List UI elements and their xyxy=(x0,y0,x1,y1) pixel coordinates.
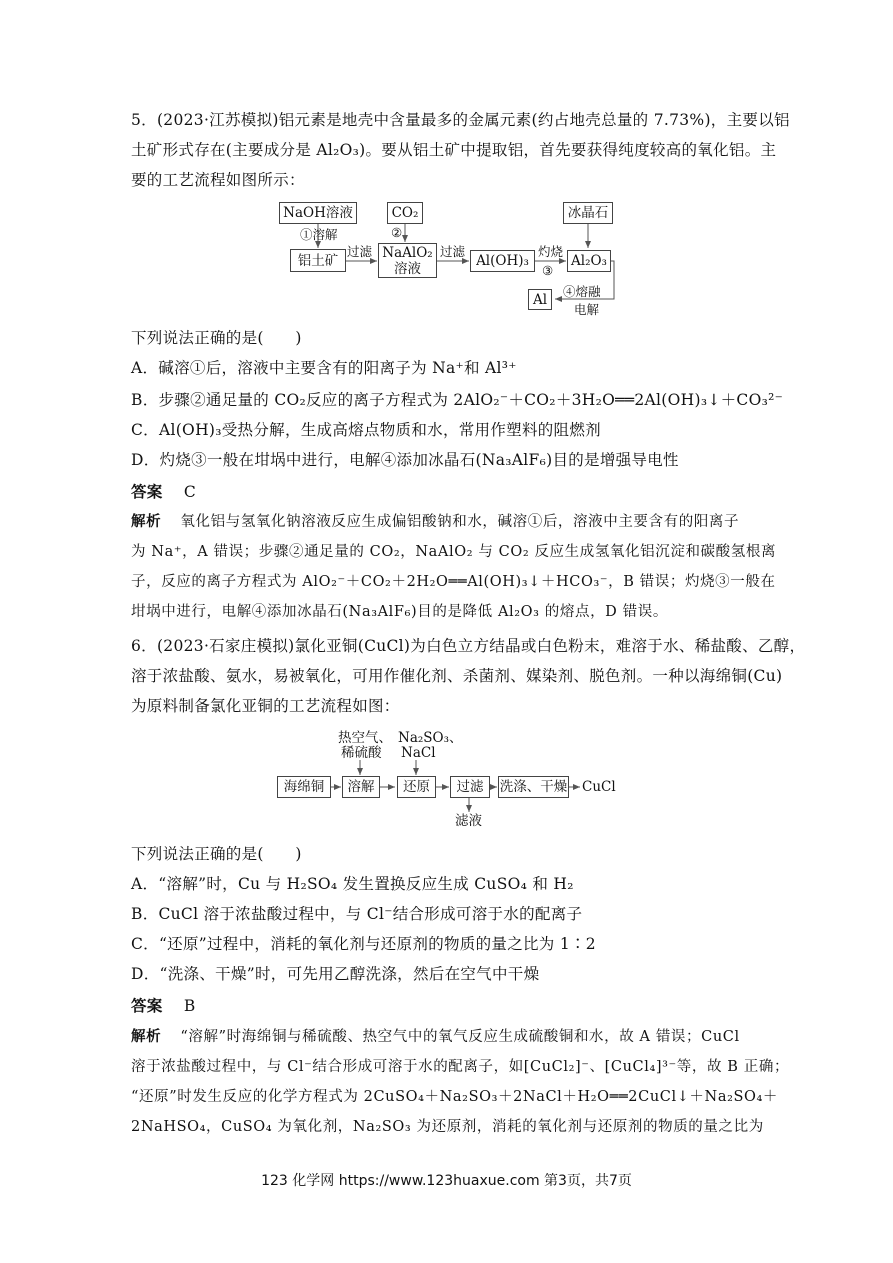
al2o3-box: Al₂O₃ xyxy=(567,250,611,272)
q6-intro-line-1: 6．(2023·石家庄模拟)氯化亚铜(CuCl)为白色立方结晶或白色粉末，难溶于水、稀盐酸、乙醇， xyxy=(131,637,806,655)
cryolite-box: 冰晶石 xyxy=(563,202,613,224)
q6-analysis-label: 解析 xyxy=(131,1028,162,1045)
aloh3-box: Al(OH)₃ xyxy=(470,250,535,272)
reagent2-line-1: Na₂SO₃、 xyxy=(398,730,463,746)
q5-option-d: D．灼烧③一般在坩埚中进行，电解④添加冰晶石(Na₃AlF₆)目的是增强导电性 xyxy=(131,451,679,469)
step1-label: ①溶解 xyxy=(300,227,338,242)
dissolve-box: 溶解 xyxy=(342,776,380,798)
q5-analysis-text-1: 氧化铝与氢氧化钠溶液反应生成偏铝酸钠和水，碱溶①后，溶液中主要含有的阳离子 xyxy=(180,514,740,530)
filter2-label: 过滤 xyxy=(440,244,466,259)
q5-option-c: C．Al(OH)₃受热分解，生成高熔点物质和水，常用作塑料的阻燃剂 xyxy=(131,421,601,439)
filter-box: 过滤 xyxy=(450,776,490,798)
q5-intro-line-1: 5．(2023·江苏模拟)铝元素是地壳中含量最多的金属元素(约占地壳总量的 7.73%)，主要以铝 xyxy=(131,111,790,129)
calcine-label: 灼烧 xyxy=(538,244,564,259)
q5-analysis-line-4: 坩埚中进行，电解④添加冰晶石(Na₃AlF₆)目的是降低 Al₂O₃ 的熔点，D 错误。 xyxy=(131,604,668,620)
q6-option-d: D．“洗涤、干燥”时，可先用乙醇洗涤，然后在空气中干燥 xyxy=(131,965,540,983)
page-footer: 123 化学网 https://www.123huaxue.com 第3页，共7页 xyxy=(261,1173,632,1189)
q6-answer-label: 答案 xyxy=(131,996,163,1015)
q5-answer-value: C xyxy=(183,483,197,501)
q6-option-a: A．“溶解”时，Cu 与 H₂SO₄ 发生置换反应生成 CuSO₄ 和 H₂ xyxy=(131,875,574,893)
naalo2-label: NaAlO₂ xyxy=(382,244,433,261)
q5-analysis-label: 解析 xyxy=(131,513,162,530)
sponge-copper-box: 海绵铜 xyxy=(277,776,331,798)
q5-stem: 下列说法正确的是( ) xyxy=(131,329,302,347)
filter1-label: 过滤 xyxy=(347,244,373,259)
q6-analysis-line-2: 溶于浓盐酸过程中，与 Cl⁻结合形成可溶于水的配离子，如[CuCl₂]⁻、[CuCl₄]³⁻等，故 B 正确； xyxy=(131,1059,790,1075)
q6-intro-line-3: 为原料制备氯化亚铜的工艺流程如图： xyxy=(131,697,400,715)
al-box: Al xyxy=(528,289,552,310)
naoh-solution-box: NaOH溶液 xyxy=(279,202,357,224)
step2-label: ② xyxy=(391,225,403,240)
q6-analysis-line-3: “还原”时发生反应的化学方程式为 2CuSO₄＋Na₂SO₃＋2NaCl＋H₂O══2CuCl↓＋Na₂SO₄＋ xyxy=(131,1089,779,1105)
q5-analysis-line-2: 为 Na⁺，A 错误；步骤②通足量的 CO₂，NaAlO₂ 与 CO₂ 反应生成氢氧化铝沉淀和碳酸氢根离 xyxy=(131,544,777,560)
cucl-product-label: CuCl xyxy=(582,779,616,795)
q6-analysis-text-1: “溶解”时海绵铜与稀硫酸、热空气中的氧气反应生成硫酸铜和水，故 A 错误；CuCl xyxy=(180,1029,740,1045)
q6-answer-row xyxy=(131,996,196,1016)
step3-label: ③ xyxy=(542,263,554,278)
q6-option-c: C．“还原”过程中，消耗的氧化剂与还原剂的物质的量之比为 1∶2 xyxy=(131,935,596,953)
q6-answer-value: B xyxy=(183,997,196,1015)
melt-label: ④熔融 xyxy=(563,284,601,299)
reagent2-line-2: NaCl xyxy=(401,745,436,761)
q5-analysis-line-3: 子，反应的离子方程式为 AlO₂⁻＋CO₂＋2H₂O══Al(OH)₃↓＋HCO₃⁻，B 错误；灼烧③一般在 xyxy=(131,574,776,590)
reagent1-line-1: 热空气、 xyxy=(338,730,392,746)
q5-option-a: A．碱溶①后，溶液中主要含有的阳离子为 Na⁺和 Al³⁺ xyxy=(131,359,517,377)
co2-box: CO₂ xyxy=(387,202,423,224)
q6-analysis-line-1 xyxy=(131,1027,740,1047)
q6-option-b: B．CuCl 溶于浓盐酸过程中，与 Cl⁻结合形成可溶于水的配离子 xyxy=(131,905,583,923)
electrolysis-label: 电解 xyxy=(574,302,600,317)
reagent1-line-2: 稀硫酸 xyxy=(341,745,382,761)
q5-answer-label: 答案 xyxy=(131,482,163,501)
q6-intro-line-2: 溶于浓盐酸、氨水，易被氧化，可用作催化剂、杀菌剂、媒染剂、脱色剂。一种以海绵铜(Cu) xyxy=(131,667,783,685)
filtrate-label: 滤液 xyxy=(455,813,482,829)
q6-stem: 下列说法正确的是( ) xyxy=(131,845,302,863)
q5-option-b: B．步骤②通足量的 CO₂反应的离子方程式为 2AlO₂⁻＋CO₂＋3H₂O══2Al(OH)₃↓＋CO₃²⁻ xyxy=(131,391,784,409)
q5-intro-line-3: 要的工艺流程如图所示： xyxy=(131,171,305,189)
bauxite-box: 铝土矿 xyxy=(290,249,346,272)
naalo2-solution-label: 溶液 xyxy=(394,260,421,277)
q5-intro-line-2: 土矿形式存在(主要成分是 Al₂O₃)。要从铝土矿中提取铝，首先要获得纯度较高的氧化铝。主 xyxy=(131,141,777,159)
reduce-box: 还原 xyxy=(397,776,436,798)
wash-dry-box: 洗涤、干燥 xyxy=(498,776,569,798)
q6-analysis-line-4: 2NaHSO₄，CuSO₄ 为氧化剂，Na₂SO₃ 为还原剂，消耗的氧化剂与还原剂的物质的量之比为 xyxy=(131,1119,764,1135)
